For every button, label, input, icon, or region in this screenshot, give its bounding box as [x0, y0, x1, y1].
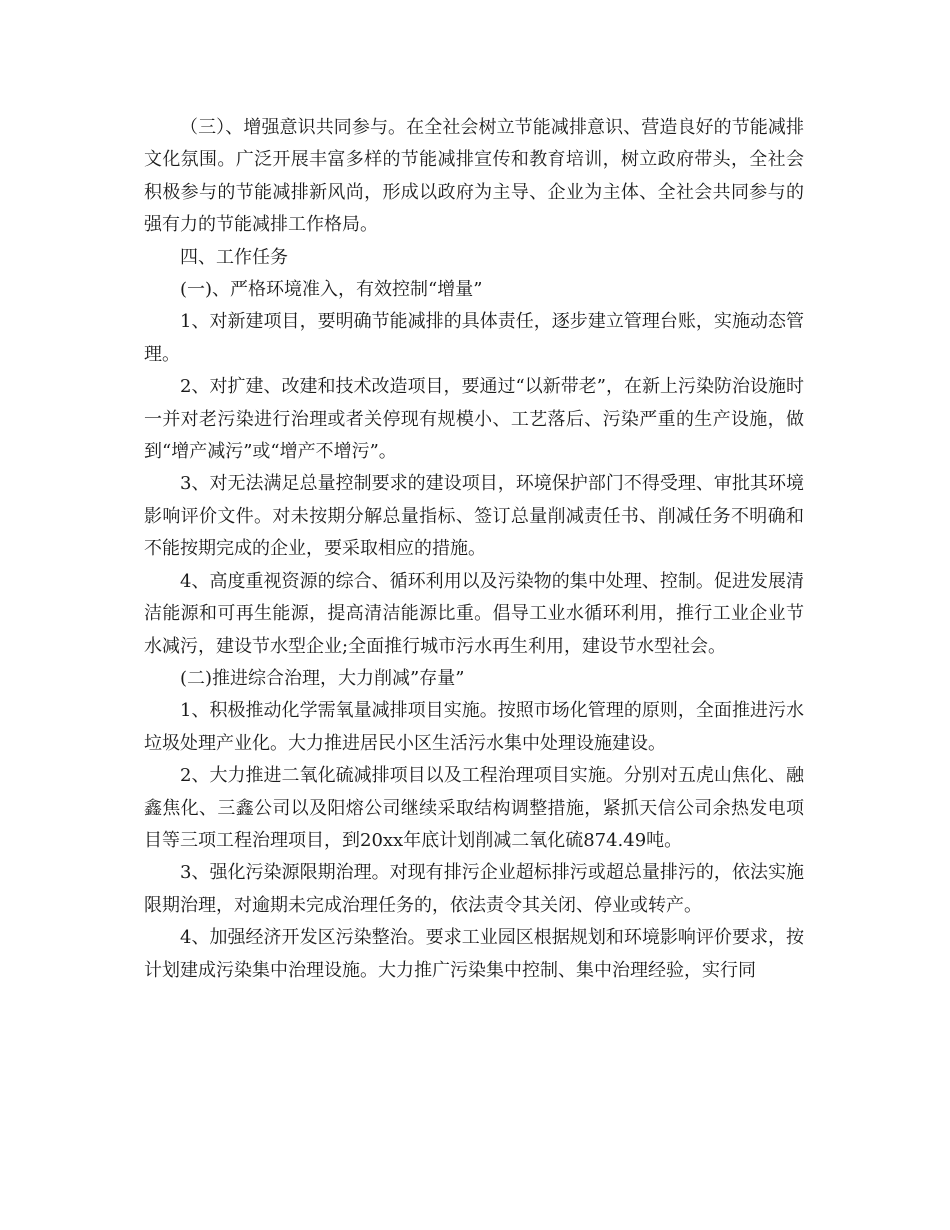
- paragraph-item-2-so2-reduction: 2、大力推进二氧化硫减排项目以及工程治理项目实施。分别对五虎山焦化、融鑫焦化、三鑫公司以及阳熔公司继续采取结构调整措施，紧抓天信公司余热发电项目等三项工程治理项目，到20xx年底计划削减二氧化硫874.49吨。: [144, 765, 804, 851]
- document-body: [144, 112, 804, 987]
- heading-work-tasks: 四、工作任务: [180, 246, 288, 268]
- paragraph-item-4-resources: 4、高度重视资源的综合、循环利用以及污染物的集中处理、控制。促进发展清洁能源和可再生能源，提高清洁能源比重。倡导工业水循环利用，推行工业企业节水减污，建设节水型企业;全面推行城市污水再生利用，建设节水型社会。: [144, 570, 804, 657]
- paragraph-section-3-awareness: （三）、增强意识共同参与。在全社会树立节能减排意识、营造良好的节能减排文化氛围。广泛开展丰富多样的节能减排宣传和教育培训，树立政府带头，全社会积极参与的节能减排新风尚，形成以政府为主导、企业为主体、全社会共同参与的强有力的节能减排工作格局。: [144, 117, 804, 236]
- subheading-environmental-access: (一)、严格环境准入，有效控制“增量”: [180, 279, 483, 301]
- paragraph-item-1-cod-reduction: 1、积极推动化学需氧量减排项目实施。按照市场化管理的原则，全面推进污水垃圾处理产业化。大力推进居民小区生活污水集中处理设施建设。: [144, 700, 804, 754]
- paragraph-item-4-development-zone: 4、加强经济开发区污染整治。要求工业园区根据规划和环境影响评价要求，按计划建成污染集中治理设施。大力推广污染集中控制、集中治理经验，实行同: [144, 927, 804, 981]
- paragraph-item-3-deadline-treatment: 3、强化污染源限期治理。对现有排污企业超标排污或超总量排污的，依法实施限期治理，对逾期未完成治理任务的，依法责令其关闭、停业或转产。: [144, 862, 804, 916]
- subheading-comprehensive-treatment: (二)推进综合治理，大力削减”存量”: [180, 667, 465, 689]
- paragraph-item-1-new-projects: 1、对新建项目，要明确节能减排的具体责任，逐步建立管理台账，实施动态管理。: [144, 311, 804, 365]
- paragraph-item-3-total-control: 3、对无法满足总量控制要求的建设项目，环境保护部门不得受理、审批其环境影响评价文件。对未按期分解总量指标、签订总量削减责任书、削减任务不明确和不能按期完成的企业，要采取相应的措施。: [144, 473, 804, 560]
- paragraph-item-2-expansion-projects: 2、对扩建、改建和技术改造项目，要通过“以新带老”，在新上污染防治设施时一并对老污染进行治理或者关停现有规模小、工艺落后、污染严重的生产设施，做到“增产减污”或“增产不增污”。: [144, 376, 804, 463]
